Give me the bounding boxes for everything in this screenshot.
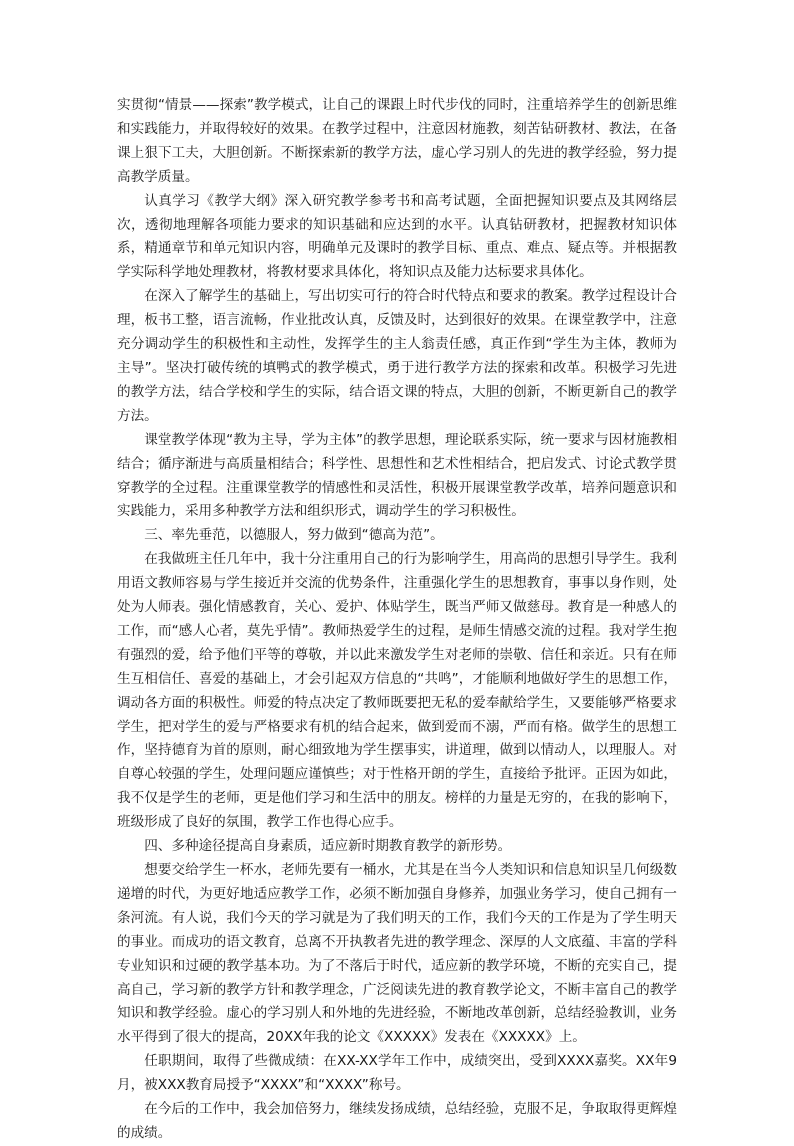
section-heading-4: 四、多种途径提高自身素质，适应新时期教育教学的新形势。 [144,838,512,855]
paragraph: 任职期间，取得了些微成绩：在XX-XX学年工作中，成绩突出，受到XXXX嘉奖。XX年9月，被XXX教育局授予“XXXX”和“XXXX”称号。 [117,1053,677,1094]
paragraph: 课堂教学体现“教为主导，学为主体”的教学思想，理论联系实际，统一要求与因材施教相结合；循序渐进与高质量相结合；科学性、思想性和艺术性相结合，把启发式、讨论式教学贯穿教学的全过程。注重课堂教学的情感性和灵活性，积极开展课堂教学改革，培养问题意识和实践能力，采用多种教学方法和组织形式，调动学生的学习积极性。 [117,431,677,520]
paragraph: 想要交给学生一杯水，老师先要有一桶水，尤其是在当今人类知识和信息知识呈几何级数递增的时代，为更好地适应教学工作，必须不断加强自身修养，加强业务学习，使自己拥有一条河流。有人说，我们今天的学习就是为了我们明天的工作，我们今天的工作是为了学生明天的事业。而成功的语文教育，总离不开执教者先进的教学理念、深厚的人文底蕴、丰富的学科专业知识和过硬的教学基本功。为了不落后于时代，适应新的教学环境，不断的充实自己，提高自己，学习新的教学方针和教学理念，广泛阅读先进的教育教学论文，不断丰富自己的教学知识和教学经验。虚心的学习别人和外地的先进经验，不断地改革创新，总结经验教训，业务水平得到了很大的提高，20XX年我的论文《XXXXX》发表在《XXXXX》上。 [117,862,677,1046]
paragraph: 认真学习《教学大纲》深入研究教学参考书和高考试题，全面把握知识要点及其网络层次，透彻地理解各项能力要求的知识基础和应达到的水平。认真钻研教材，把握教材知识体系，精通章节和单元知识内容，明确单元及课时的教学目标、重点、难点、疑点等。并根据教学实际科学地处理教材，将教材要求具体化，将知识点及能力达标要求具体化。 [117,192,677,281]
paragraph: 实贯彻“情景——探索”教学模式，让自己的课跟上时代步伐的同时，注重培养学生的创新思维和实践能力，并取得较好的效果。在教学过程中，注意因材施教，刻苦钻研教材、教法，在备课上狠下工夫，大胆创新。不断探索新的教学方法，虚心学习别人的先进的教学经验，努力提高教学质量。 [117,97,677,185]
paragraph: 在今后的工作中，我会加倍努力，继续发扬成绩，总结经验，克服不足，争取取得更辉煌的成绩。 [117,1101,677,1141]
paragraph: 在我做班主任几年中，我十分注重用自己的行为影响学生，用高尚的思想引导学生。我利用语文教师容易与学生接近并交流的优势条件，注重强化学生的思想教育，事事以身作则，处处为人师表。强化情感教育，关心、爱护、体贴学生，既当严师又做慈母。教育是一种感人的工作，而“感人心者，莫先乎情”。教师热爱学生的过程，是师生情感交流的过程。我对学生抱有强烈的爱，给予他们平等的尊敬，并以此来激发学生对老师的崇敬、信任和亲近。只有在师生互相信任、喜爱的基础上，才会引起双方信息的“共鸣”，才能顺利地做好学生的思想工作，调动各方面的积极性。师爱的特点决定了教师既要把无私的爱奉献给学生，又要能够严格要求学生，把对学生的爱与严格要求有机的结合起来，做到爱而不溺，严而有格。做学生的思想工作，坚持德育为首的原则，耐心细致地为学生摆事实，讲道理，做到以情动人，以理服人。对自尊心较强的学生，处理问题应谨慎些；对于性格开朗的学生，直接给予批评。正因为如此，我不仅是学生的老师，更是他们学习和生活中的朋友。榜样的力量是无穷的，在我的影响下，班级形成了良好的氛围，教学工作也得心应手。 [117,551,677,831]
section-heading-3: 三、率先垂范，以德服人，努力做到“德高为范”。 [144,527,444,544]
document-body [117,94,677,1146]
paragraph: 在深入了解学生的基础上，写出切实可行的符合时代特点和要求的教案。教学过程设计合理，板书工整，语言流畅，作业批改认真，反馈及时，达到很好的效果。在课堂教学中，注意充分调动学生的积极性和主动性，发挥学生的主人翁责任感，真正作到“学生为主体，教师为主导”。坚决打破传统的填鸭式的教学模式，勇于进行教学方法的探索和改革。积极学习先进的教学方法，结合学校和学生的实际，结合语文课的特点，大胆的创新，不断更新自己的教学方法。 [117,288,677,424]
